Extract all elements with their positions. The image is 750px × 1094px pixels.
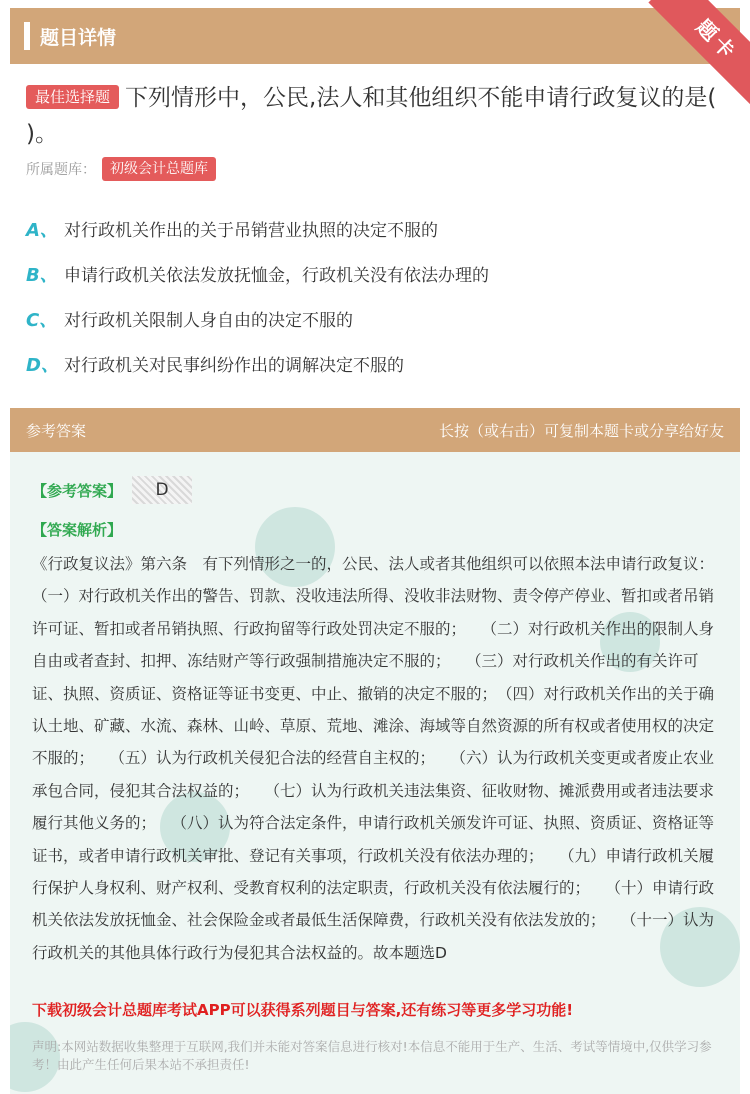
option-text: 对行政机关作出的关于吊销营业执照的决定不服的: [64, 221, 438, 241]
answer-panel: [10, 452, 740, 1094]
question-type-badge: 最佳选择题: [26, 85, 119, 109]
option-d[interactable]: [26, 341, 726, 386]
options-list: [26, 206, 726, 386]
option-c[interactable]: [26, 296, 726, 341]
bank-badge[interactable]: 初级会计总题库: [102, 157, 216, 181]
option-letter: D、: [26, 354, 59, 376]
disclaimer-text: 声明:本网站数据收集整理于互联网,我们并未能对答案信息进行核对!本信息不能用于生产、生活、考试等情境中,仅供学习参考！由此产生任何后果本站不承担责任!: [32, 1039, 712, 1072]
answer-label: 【参考答案】: [32, 481, 123, 500]
page-header: [10, 8, 740, 64]
answer-header-hint: 长按（或右击）可复制本题卡或分享给好友: [438, 421, 724, 440]
ribbon-label: 题卡: [648, 0, 750, 109]
page-title: 题目详情: [40, 26, 117, 49]
answer-header: [10, 408, 740, 452]
answer-header-title: 参考答案: [26, 421, 87, 440]
answer-line: [32, 476, 192, 504]
option-text: 对行政机关限制人身自由的决定不服的: [64, 311, 353, 331]
option-letter: A、: [26, 219, 58, 241]
question-text: 下列情形中，公民,法人和其他组织不能申请行政复议的是( )。: [26, 85, 717, 147]
option-a[interactable]: [26, 206, 726, 251]
option-letter: C、: [26, 309, 58, 331]
analysis-text: 《行政复议法》第六条 有下列情形之一的，公民、法人或者其他组织可以依照本法申请行政复议： （一）对行政机关作出的警告、罚款、没收违法所得、没收非法财物、责令停产停业、暂扣或者吊销许可证、暂扣或者吊销执照、行政拘留等行政处罚决定不服的； （二）对行政机关作出的限制人身自由或者查封、扣押、冻结财产等行政强制措施决定不服的； （三）对行政机关作出的有关许可证、执照、资质证、资格证等证书变更、中止、撤销的决定不服的； （四）对行政机关作出的关于确认土地、矿藏、水流、森林、山岭、草原、荒地、滩涂、海域等自然资源的所有权或者使用权的决定不服的； （五）认为行政机关侵犯合法的经营自主权的； （六）认为行政机关变更或者废止农业承包合同，侵犯其合法权益的； （七）认为行政机关违法集资、征收财物、摊派费用或者违法要求履行其他义务的； （八）认为符合法定条件，申请行政机关颁发许可证、执照、资质证、资格证等证书，或者申请行政机关审批、登记有关事项，行政机关没有依法办理的； （九）申请行政机关履行保护人身权利、财产权利、受教育权利的法定职责，行政机关没有依法履行的； （十）申请行政机关依法发放抚恤金、社会保险金或者最低生活保障费，行政机关没有依法发放的； （十一）认为行政机关的其他具体行政行为侵犯其合法权益的。故本题选D: [32, 555, 738, 962]
analysis-label: 【答案解析】: [32, 521, 123, 539]
question-bank-row: [26, 157, 216, 181]
option-b[interactable]: [26, 251, 726, 296]
option-text: 申请行政机关依法发放抚恤金，行政机关没有依法办理的: [64, 266, 489, 286]
option-text: 对行政机关对民事纠纷作出的调解决定不服的: [64, 356, 404, 376]
app-download-promo[interactable]: 下载初级会计总题库考试APP可以获得系列题目与答案,还有练习等更多学习功能!: [32, 1001, 574, 1019]
option-letter: B、: [26, 264, 58, 286]
bank-label: 所属题库：: [26, 162, 96, 178]
answer-value: D: [132, 476, 192, 504]
header-accent-bar: [24, 22, 30, 50]
question-stem: [26, 80, 726, 152]
